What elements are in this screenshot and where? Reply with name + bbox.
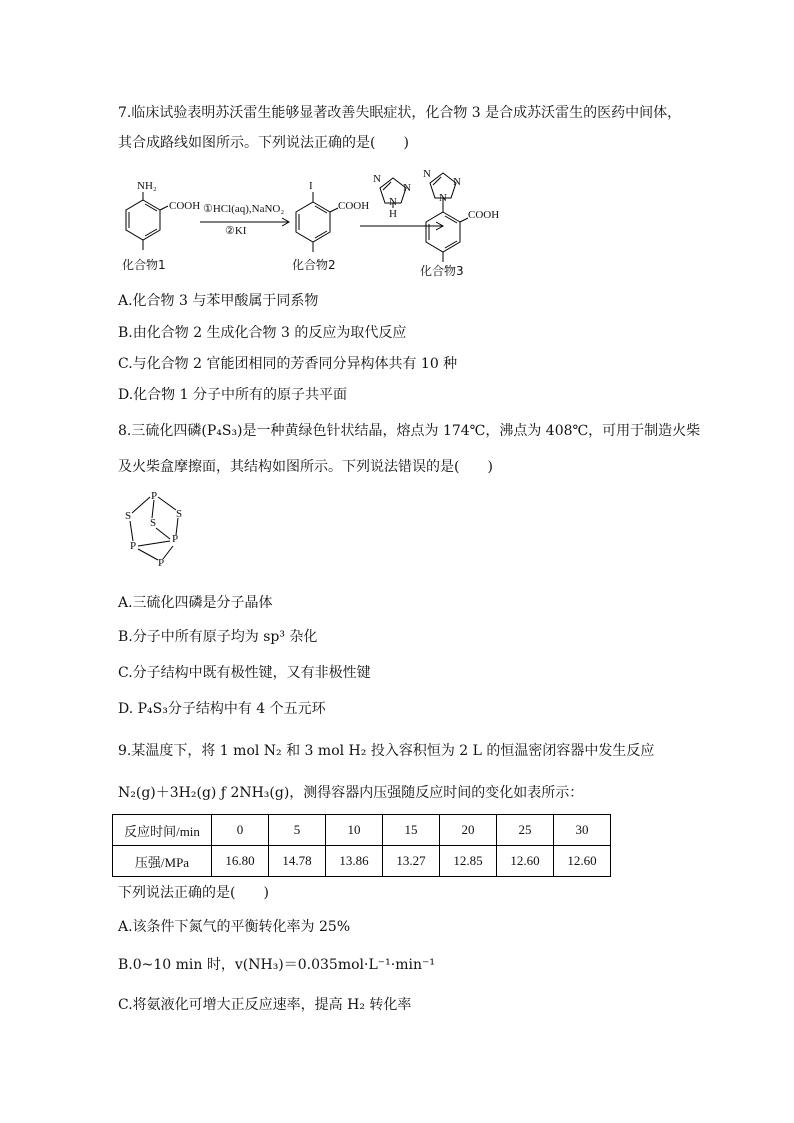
table-header-pressure: 压强/MPa: [113, 846, 212, 877]
atom-p-top: P: [151, 490, 158, 502]
table-cell: 12.60: [497, 846, 554, 877]
compound3-label: 化合物3: [420, 264, 464, 278]
q8-option-a: A.三硫化四磷是分子晶体: [118, 595, 273, 611]
triazole3-n1: N: [423, 168, 431, 180]
atom-p-bottom: P: [158, 557, 165, 569]
q8-option-b: B.分子中所有原子均为 sp³ 杂化: [118, 629, 318, 645]
triazole3-n2: N: [453, 176, 461, 188]
q7-option-d: D.化合物 1 分子中所有的原子共平面: [118, 387, 347, 403]
cooh-group-2: COOH: [338, 200, 370, 212]
q9-option-c: C.将氨液化可增大正反应速率，提高 H₂ 转化率: [118, 997, 412, 1013]
q8-option-c: C.分子结构中既有极性键，又有非极性键: [118, 665, 371, 681]
q9-option-b: B.0~10 min 时，v(NH₃)＝0.035mol·L⁻¹·min⁻¹: [118, 957, 435, 973]
q8-stem-line2: 及火柴盒摩擦面，其结构如图所示。下列说法错误的是( ): [118, 459, 493, 475]
table-cell: 20: [440, 815, 497, 846]
table-row: [113, 846, 611, 877]
triazole-n1: N: [373, 173, 381, 185]
table-cell: 30: [554, 815, 611, 846]
q7-stem-line1: 7.临床试验表明苏沃雷生能够显著改善失眠症状，化合物 3 是合成苏沃雷生的医药中间体，: [118, 105, 682, 121]
table-cell: 13.27: [383, 846, 440, 877]
step1-reagent2: ②KI: [225, 225, 247, 237]
pressure-table: [112, 814, 611, 877]
q7-stem-line2: 其合成路线如图所示。下列说法正确的是( ): [118, 135, 409, 151]
table-cell: 12.60: [554, 846, 611, 877]
cooh-group-3: COOH: [468, 209, 500, 221]
atom-p-left: P: [130, 540, 137, 552]
atom-s-left: S: [125, 510, 132, 522]
triazole3-n3: N: [439, 192, 447, 204]
q8-stem-line1: 8.三硫化四磷(P₄S₃)是一种黄绿色针状结晶，熔点为 174℃，沸点为 408℃，可用于制造火柴: [118, 423, 701, 439]
table-cell: 13.86: [326, 846, 383, 877]
triazole-h: H: [389, 208, 397, 220]
nh2-group: NH₂: [137, 180, 157, 192]
table-row: [113, 815, 611, 846]
q7-option-b: B.由化合物 2 生成化合物 3 的反应为取代反应: [118, 325, 407, 341]
atom-s-right: S: [176, 508, 183, 520]
table-cell: 15: [383, 815, 440, 846]
q9-option-a: A.该条件下氮气的平衡转化率为 25%: [118, 919, 351, 935]
step1-reagent: ①HCl(aq),NaNO₂: [203, 203, 285, 215]
table-cell: 16.80: [212, 846, 269, 877]
atom-s-middle: S: [150, 517, 157, 529]
q9-stem-line2: N₂(g)＋3H₂(g) ƒ 2NH₃(g)，测得容器内压强随反应时间的变化如表所示：: [118, 785, 584, 801]
iodo-group: I: [309, 180, 313, 192]
table-cell: 0: [212, 815, 269, 846]
table-cell: 5: [269, 815, 326, 846]
table-cell: 12.85: [440, 846, 497, 877]
q9-stem-line1: 9.某温度下，将 1 mol N₂ 和 3 mol H₂ 投入容积恒为 2 L 的恒温密闭容器中发生反应: [118, 743, 655, 759]
q9-prompt: 下列说法正确的是( ): [118, 885, 269, 901]
compound2-label: 化合物2: [292, 258, 336, 272]
compound1-label: 化合物1: [122, 258, 166, 272]
table-cell: 14.78: [269, 846, 326, 877]
cooh-group-1: COOH: [169, 200, 201, 212]
q7-option-c: C.与化合物 2 官能团相同的芳香同分异构体共有 10 种: [118, 356, 458, 372]
triazole-n3: N: [389, 196, 397, 208]
table-cell: 25: [497, 815, 554, 846]
q7-option-a: A.化合物 3 与苯甲酸属于同系物: [118, 293, 319, 309]
atom-p-right: P: [172, 533, 179, 545]
triazole-n2: N: [403, 182, 411, 194]
table-header-time: 反应时间/min: [113, 815, 212, 846]
q8-option-d: D. P₄S₃分子结构中有 4 个五元环: [118, 701, 326, 717]
table-cell: 10: [326, 815, 383, 846]
